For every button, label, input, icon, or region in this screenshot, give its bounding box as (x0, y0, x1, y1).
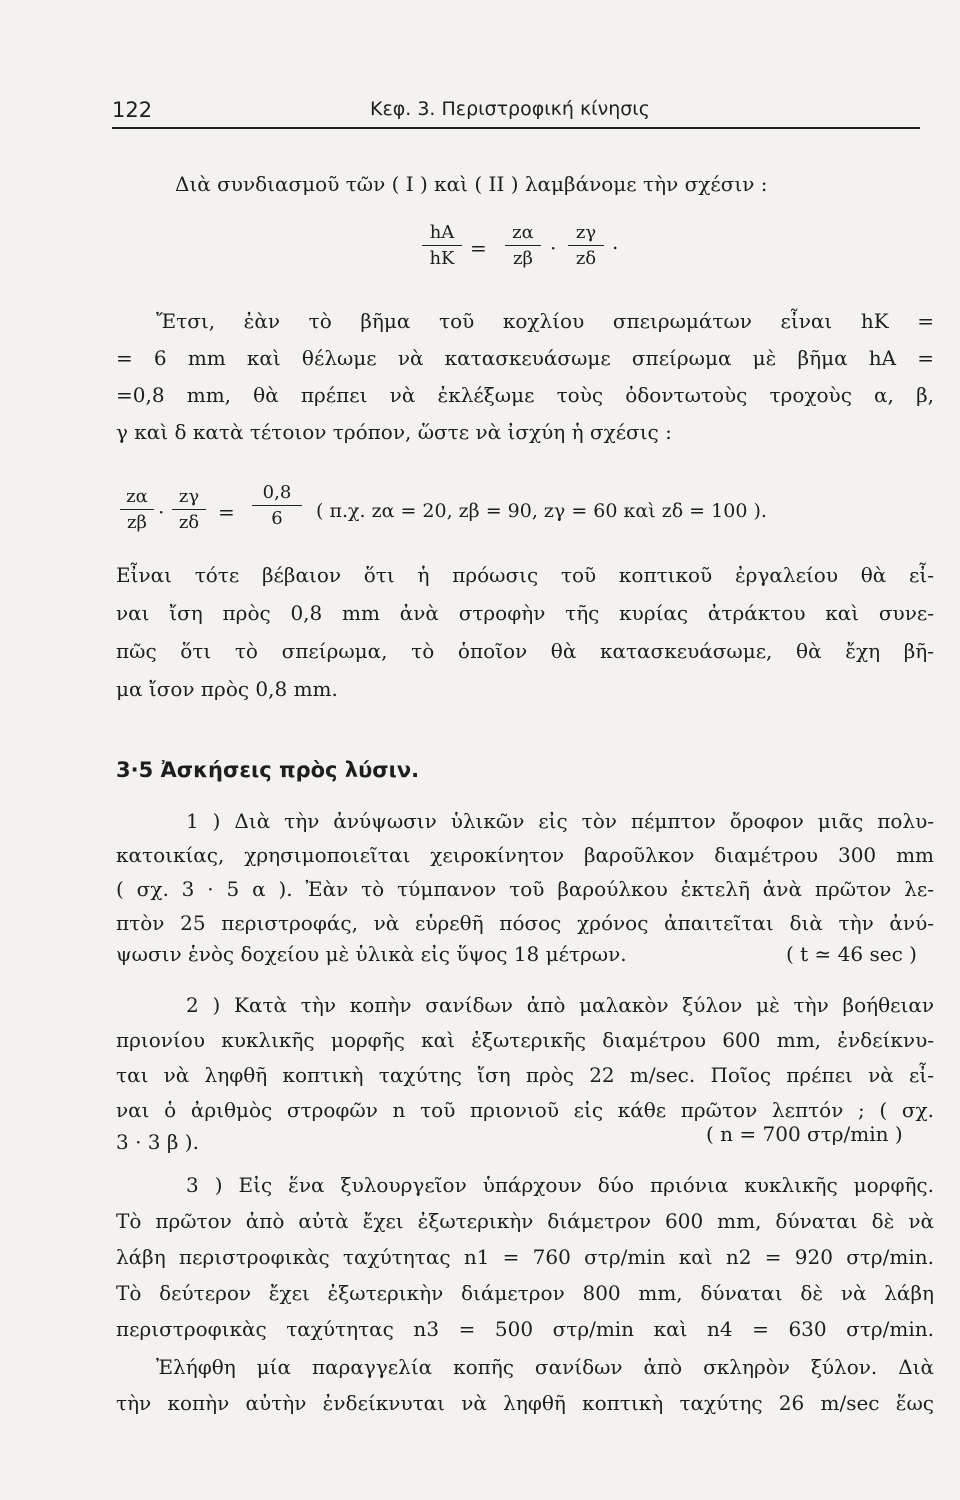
exercise2-line-2: πριονίου κυκλικῆς μορφῆς καὶ ἐξωτερικῆς διαμέτρου 600 mm, ἐνδείκνυ- (116, 1028, 934, 1052)
formula2-f2-den: zδ (178, 512, 200, 533)
formula2-fraction-3 (252, 482, 302, 529)
fraction-bar (568, 245, 604, 246)
exercise3-line-4: Τὸ δεύτερον ἔχει ἐξωτερικὴν διάμετρον 800 mm, δύναται δὲ νὰ λάβη (116, 1281, 934, 1305)
header-rule (112, 127, 920, 129)
intro-line: Διὰ συνδιασμοῦ τῶν ( I ) καὶ ( II ) λαμβάνομε τὴν σχέσιν : (175, 172, 768, 196)
para1-line-1: Ἔτσι, ἐὰν τὸ βῆμα τοῦ κοχλίου σπειρωμάτων εἶναι hK = (156, 309, 934, 333)
formula2-equals: = (218, 500, 235, 524)
formula1-f1-num: zα (512, 222, 534, 243)
para2-line-3: πῶς ὅτι τὸ σπείρωμα, τὸ ὁποῖον θὰ κατασκευάσωμε, θὰ ἔχη βῆ- (116, 639, 934, 663)
formula2-dot: · (158, 500, 165, 524)
formula1-equals: = (470, 236, 487, 260)
exercise2-line-4: ναι ὁ ἀριθμὸς στροφῶν n τοῦ πριονιοῦ εἰς κάθε πρῶτον λεπτόν ; ( σχ. (116, 1098, 934, 1122)
para2-line-2: ναι ἴση πρὸς 0,8 mm ἀνὰ στροφὴν τῆς κυρίας ἀτράκτου καὶ συνε- (116, 601, 934, 625)
formula1-f2-den: zδ (575, 248, 597, 269)
fraction-bar (120, 509, 154, 510)
exercise1-line-1: 1 ) Διὰ τὴν ἀνύψωσιν ὑλικῶν εἰς τὸν πέμπτον ὄροφον μιᾶς πολυ- (186, 809, 934, 833)
exercise3-line-7: τὴν κοπὴν αὐτὴν ἐνδείκνυται νὰ ληφθῆ κοπτικὴ ταχύτης 26 m/sec ἕως (116, 1391, 934, 1415)
exercise1-line-2: κατοικίας, χρησιμοποιεῖται χειροκίνητον βαροῦλκον διαμέτρου 300 mm (116, 843, 934, 867)
fraction-bar (422, 245, 462, 246)
formula2-f1-num: zα (126, 486, 148, 507)
formula1-period: . (612, 230, 619, 254)
exercise3-line-3: λάβη περιστροφικὰς ταχύτητας n1 = 760 στρ/min καὶ n2 = 920 στρ/min. (116, 1245, 934, 1269)
formula1-f2-num: zγ (575, 222, 597, 243)
exercise1-line-3: ( σχ. 3 · 5 α ). Ἐὰν τὸ τύμπανον τοῦ βαρούλκου ἐκτελῆ ἀνὰ πρῶτον λε- (116, 877, 934, 901)
exercise3-line-1: 3 ) Εἰς ἕνα ξυλουργεῖον ὑπάρχουν δύο πριόνια κυκλικῆς μορφῆς. (186, 1173, 934, 1197)
formula2-fraction-2 (172, 486, 206, 533)
exercise2-line-5: 3 · 3 β ). (116, 1130, 199, 1154)
formula2-f3-num: 0,8 (262, 482, 292, 503)
formula1-f1-den: zβ (513, 248, 533, 269)
formula1-fraction-1 (505, 222, 541, 269)
fraction-bar (505, 245, 541, 246)
para2-line-4: μα ἴσον πρὸς 0,8 mm. (116, 677, 338, 701)
formula2-f1-den: zβ (127, 512, 147, 533)
exercise1-answer: ( t ≃ 46 sec ) (786, 942, 917, 966)
fraction-bar (172, 509, 206, 510)
formula1-fraction-2 (568, 222, 604, 269)
section-heading: 3·5 Ἀσκήσεις πρὸς λύσιν. (116, 758, 420, 782)
exercise1-line-5: ψωσιν ἑνὸς δοχείου μὲ ὑλικὰ εἰς ὕψος 18 μέτρων. (116, 942, 627, 966)
formula2-example: ( π.χ. zα = 20, zβ = 90, zγ = 60 καὶ zδ = 100 ). (316, 500, 767, 522)
exercise3-line-2: Τὸ πρῶτον ἀπὸ αὐτὰ ἔχει ἐξωτερικὴν διάμετρον 600 mm, δύναται δὲ νὰ (116, 1209, 934, 1233)
exercise2-answer: ( n = 700 στρ/min ) (706, 1122, 903, 1146)
formula2-f2-num: zγ (178, 486, 200, 507)
formula1-left-den: hK (429, 248, 455, 269)
para1-line-2: = 6 mm καὶ θέλωμε νὰ κατασκευάσωμε σπείρωμα μὲ βῆμα hA = (116, 346, 934, 370)
fraction-bar (252, 505, 302, 506)
formula1-left-num: hA (429, 222, 455, 243)
exercise2-line-1: 2 ) Κατὰ τὴν κοπὴν σανίδων ἀπὸ μαλακὸν ξύλον μὲ τὴν βοήθειαν (186, 993, 934, 1017)
formula2-fraction-1 (120, 486, 154, 533)
exercise3-line-6: Ἐλήφθη μία παραγγελία κοπῆς σανίδων ἀπὸ σκληρὸν ξύλον. Διὰ (156, 1355, 934, 1379)
para1-line-4: γ καὶ δ κατὰ τέτοιον τρόπον, ὥστε νὰ ἰσχύη ἡ σχέσις : (116, 420, 672, 444)
exercise1-line-4: πτὸν 25 περιστροφάς, νὰ εὑρεθῆ πόσος χρόνος ἀπαιτεῖται διὰ τὴν ἀνύ- (116, 911, 934, 935)
formula1-dot: · (550, 236, 557, 260)
para1-line-3: =0,8 mm, θὰ πρέπει νὰ ἐκλέξωμε τοὺς ὀδοντωτοὺς τροχοὺς α, β, (116, 383, 934, 407)
exercise3-line-5: περιστροφικὰς ταχύτητας n3 = 500 στρ/min καὶ n4 = 630 στρ/min. (116, 1317, 934, 1341)
running-title: Κεφ. 3. Περιστροφική κίνησις (370, 98, 650, 120)
para2-line-1: Εἶναι τότε βέβαιον ὅτι ἡ πρόωσις τοῦ κοπτικοῦ ἐργαλείου θὰ εἶ- (116, 563, 934, 587)
formula2-f3-den: 6 (271, 508, 283, 529)
exercise2-line-3: ται νὰ ληφθῆ κοπτικὴ ταχύτης ἴση πρὸς 22 m/sec. Ποῖος πρέπει νὰ εἶ- (116, 1063, 934, 1087)
page-number: 122 (112, 98, 153, 122)
formula1-left-fraction (422, 222, 462, 269)
